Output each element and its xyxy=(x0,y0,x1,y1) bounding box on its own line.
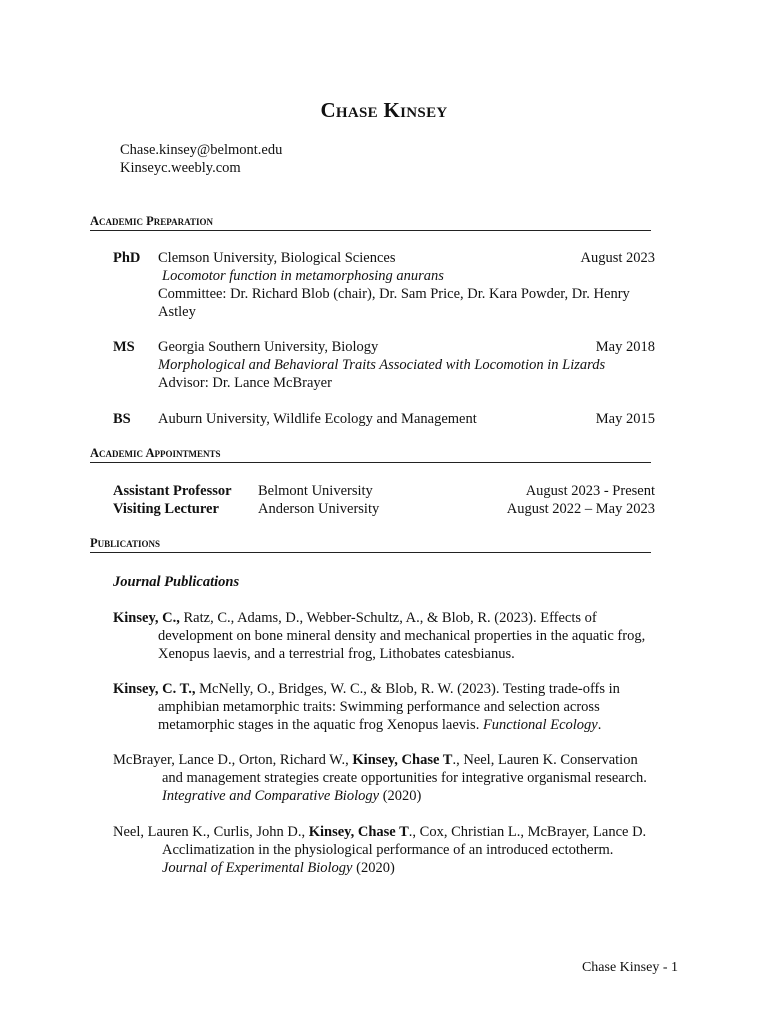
pub-text: . xyxy=(597,717,602,733)
phd-thesis: Locomotor function in metamorphosing anurans xyxy=(162,268,444,284)
pub-text: metamorphic stages in the aquatic frog Xenopus laevis. xyxy=(158,717,483,733)
ms-institution: Georgia Southern University, Biology xyxy=(158,339,379,355)
pub-text: McNelly, O., Bridges, W. C., & Blob, R. W. (2023). Testing trade-offs in xyxy=(195,681,620,697)
pub-text: development on bone mineral density and mechanical properties in the aquatic frog, xyxy=(158,628,646,644)
pub-text: Neel, Lauren K., Curlis, John D., xyxy=(113,824,309,840)
pub-text: ., Cox, Christian L., McBrayer, Lance D. xyxy=(408,824,647,840)
publication-entry xyxy=(113,751,673,805)
appointment-dates: August 2023 - Present xyxy=(525,483,655,499)
pub-text: ., Neel, Lauren K. Conservation xyxy=(452,752,638,768)
pub-journal: Functional Ecology xyxy=(482,717,598,733)
pub-text: Ratz, C., Adams, D., Webber-Schultz, A., & Blob, R. (2023). Effects of xyxy=(179,610,597,626)
appointment-dates: August 2022 – May 2023 xyxy=(506,501,655,517)
pub-text: Acclimatization in the physiological performance of an introduced ectotherm. xyxy=(162,842,614,858)
degree-label-bs: BS xyxy=(113,411,131,427)
website-text: Kinseyc.weebly.com xyxy=(120,160,241,176)
page-title: Chase Kinsey xyxy=(320,98,448,122)
ms-thesis: Morphological and Behavioral Traits Associated with Locomotion in Lizards xyxy=(158,357,606,373)
pub-journal: Journal of Experimental Biology xyxy=(162,860,353,876)
pub-author-bold: Kinsey, Chase T xyxy=(308,824,409,840)
email-text: Chase.kinsey@belmont.edu xyxy=(120,142,283,158)
page-footer: Chase Kinsey - 1 xyxy=(581,960,678,975)
appointment-institution: Anderson University xyxy=(258,501,380,517)
publication-entry xyxy=(113,609,673,663)
appointment-title: Visiting Lecturer xyxy=(113,501,219,517)
section-heading-appointments: Academic Appointments xyxy=(90,446,651,463)
phd-committee: Committee: Dr. Richard Blob (chair), Dr. Sam Price, Dr. Kara Powder, Dr. Henry Astley xyxy=(158,286,630,320)
phd-date: August 2023 xyxy=(580,250,655,266)
section-heading-publications: Publications xyxy=(90,536,651,553)
bs-institution: Auburn University, Wildlife Ecology and Management xyxy=(158,411,477,427)
ms-date: May 2018 xyxy=(595,339,655,355)
phd-institution: Clemson University, Biological Sciences xyxy=(158,250,396,266)
pub-journal: Integrative and Comparative Biology xyxy=(162,788,380,804)
pub-year: (2020) xyxy=(352,860,395,876)
pub-author-bold: Kinsey, C., xyxy=(113,610,180,626)
pub-text: amphibian metamorphic traits: Swimming performance and selection across xyxy=(158,699,600,715)
pub-author-bold: Kinsey, C. T., xyxy=(113,681,196,697)
publication-entry xyxy=(113,823,673,877)
appointment-institution: Belmont University xyxy=(258,483,373,499)
pub-text: and management strategies create opportunities for integrative organismal research. xyxy=(162,770,647,786)
pub-text: Xenopus laevis, and a terrestrial frog, Lithobates catesbianus. xyxy=(158,646,515,662)
pub-year: (2020) xyxy=(379,788,422,804)
contact-block xyxy=(120,141,282,177)
appointment-title: Assistant Professor xyxy=(113,483,232,499)
degree-label-phd: PhD xyxy=(113,250,141,266)
ms-advisor: Advisor: Dr. Lance McBrayer xyxy=(158,375,332,391)
pub-text: McBrayer, Lance D., Orton, Richard W., xyxy=(113,752,353,768)
section-heading-education: Academic Preparation xyxy=(90,214,651,231)
bs-date: May 2015 xyxy=(595,411,655,427)
degree-label-ms: MS xyxy=(113,339,135,355)
publication-entry xyxy=(113,680,673,734)
publications-subheading: Journal Publications xyxy=(113,574,240,590)
pub-author-bold: Kinsey, Chase T xyxy=(352,752,453,768)
